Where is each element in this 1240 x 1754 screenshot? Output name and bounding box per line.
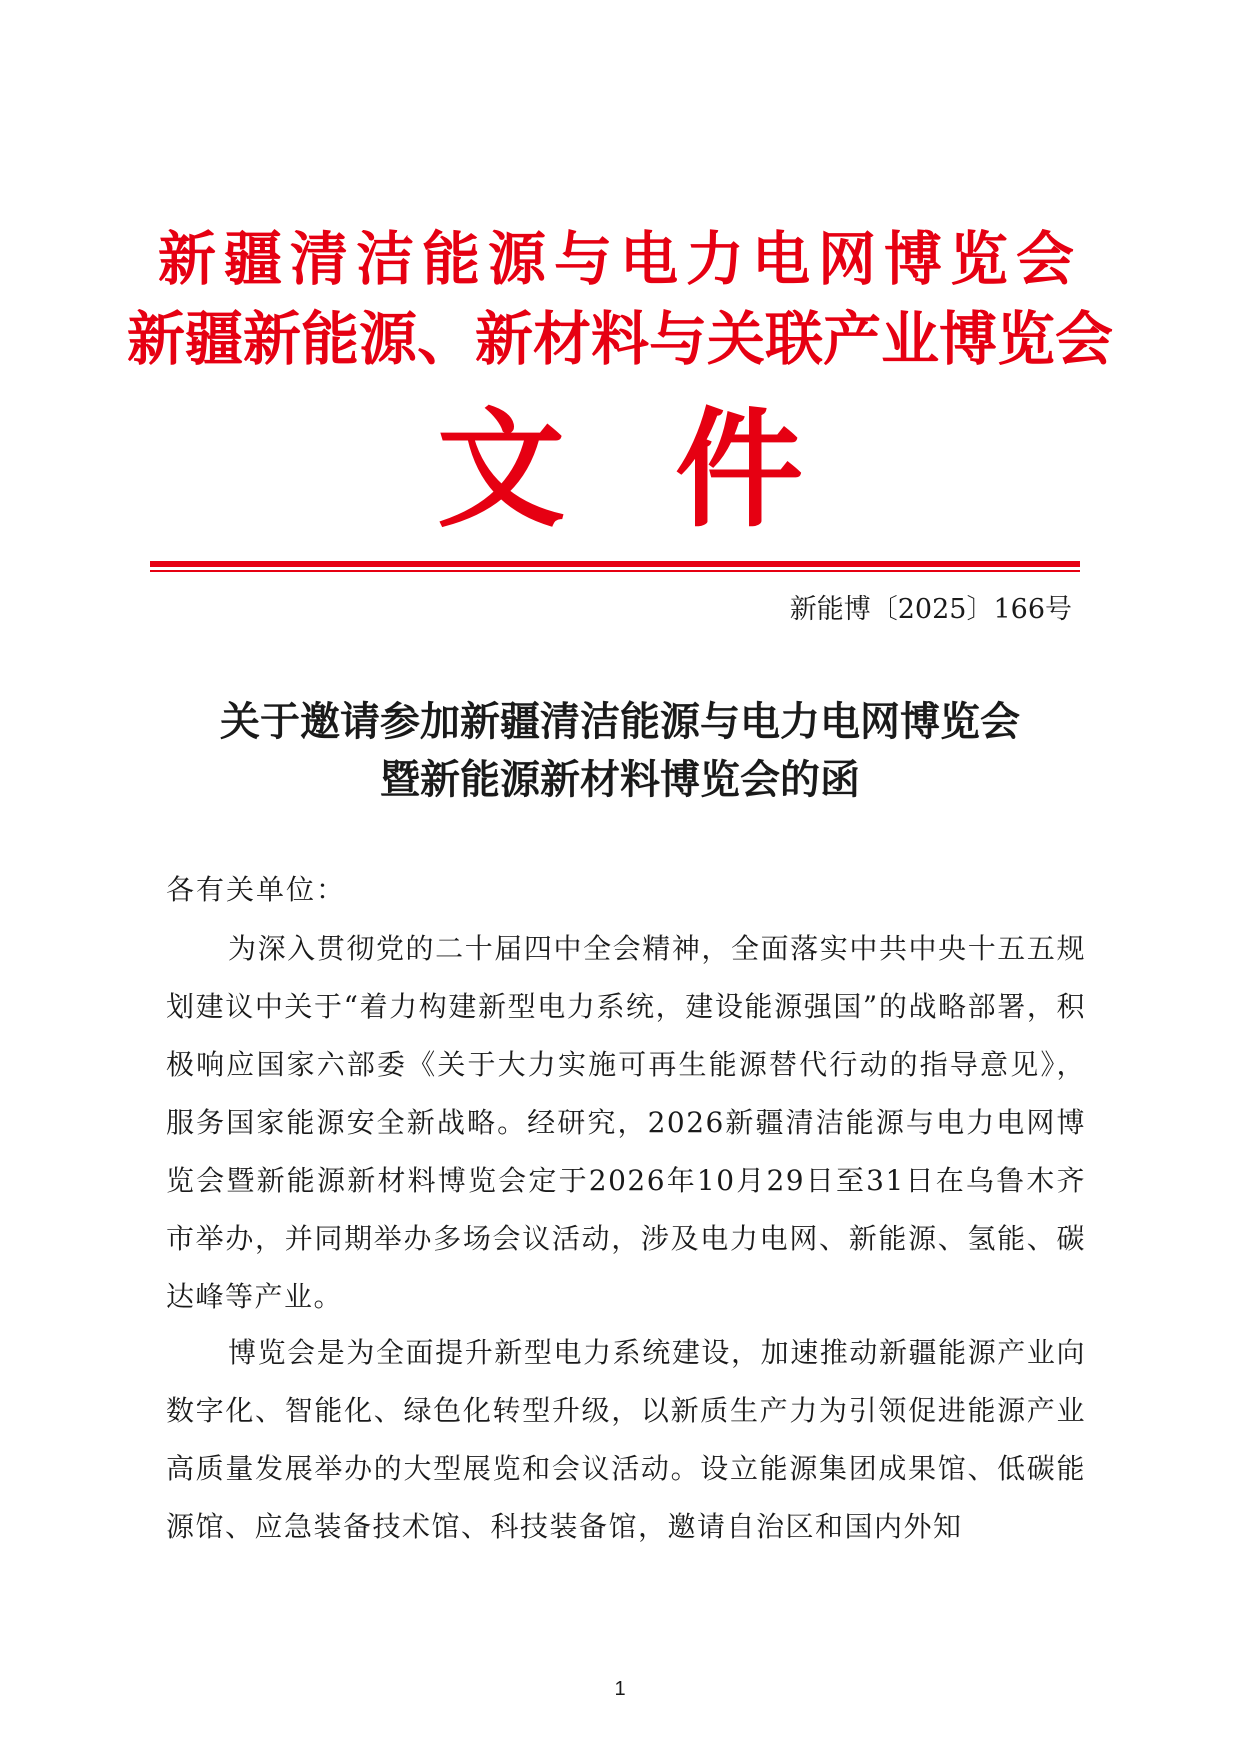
red-divider-thin xyxy=(150,570,1080,572)
red-divider-thick xyxy=(150,561,1080,567)
org-name-line-1: 新疆清洁能源与电力电网博览会 xyxy=(157,225,1082,293)
document-number: 新能博〔2025〕166号 xyxy=(789,594,1072,625)
body-paragraph-2: 博览会是为全面提升新型电力系统建设，加速推动新疆能源产业向数字化、智能化、绿色化转型升级，以新质生产力为引领促进能源产业高质量发展举办的大型展览和会议活动。设立能源集团成果馆、低碳能源馆、应急装备技术馆、科技装备馆，邀请自治区和国内外知 xyxy=(166,1336,1086,1543)
body-paragraph-1: 为深入贯彻党的二十届四中全会精神，全面落实中共中央十五五规划建议中关于“着力构建新型电力系统，建设能源强国”的战略部署，积极响应国家六部委《关于大力实施可再生能源替代行动的指导意见》，服务国家能源安全新战略。经研究，2026新疆清洁能源与电力电网博览会暨新能源新材料博览会定于2026年10月29日至31日在乌鲁木齐市举办，并同期举办多场会议活动，涉及电力电网、新能源、氢能、碳达峰等产业。 xyxy=(166,932,1086,1313)
page-number: 1 xyxy=(614,1678,626,1700)
letter-title-line-2: 暨新能源新材料博览会的函 xyxy=(380,756,860,803)
salutation: 各有关单位： xyxy=(166,873,347,906)
letter-title-line-1: 关于邀请参加新疆清洁能源与电力电网博览会 xyxy=(220,698,1020,745)
org-name-line-2: 新疆新能源、新材料与关联产业博览会 xyxy=(126,305,1113,373)
document-type-heading: 文件 xyxy=(436,395,913,545)
